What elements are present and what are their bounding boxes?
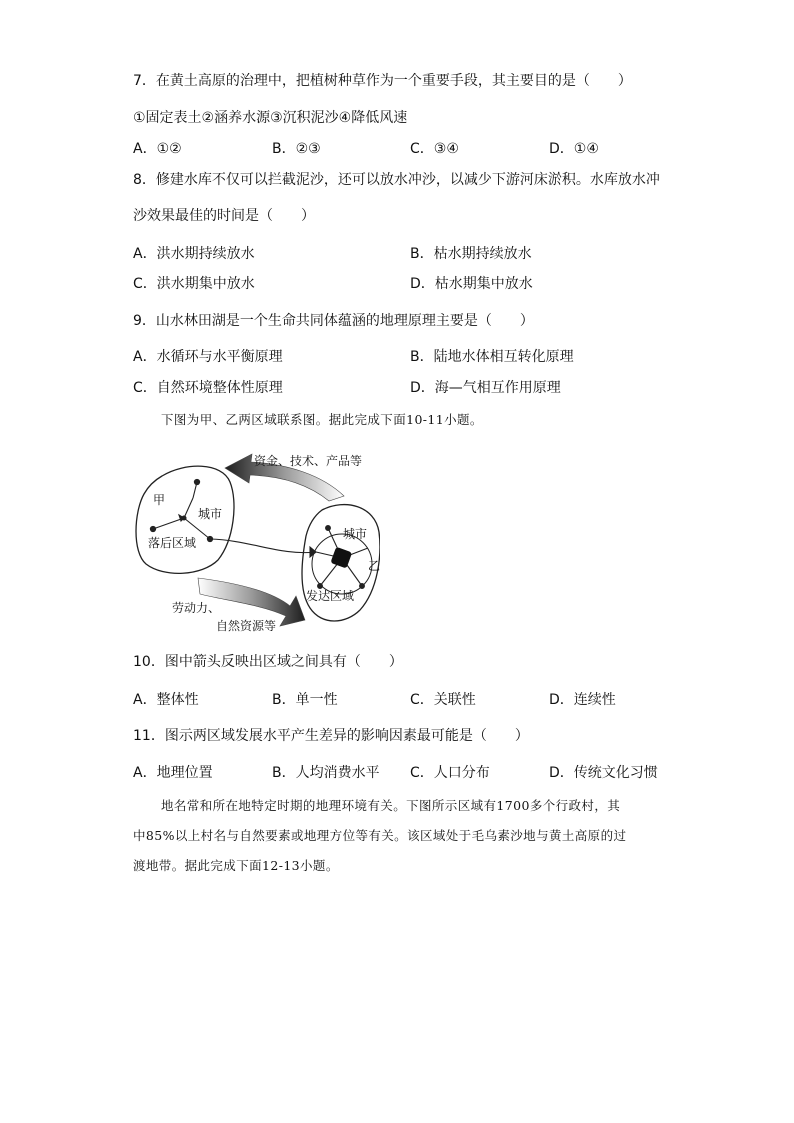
q9-option-d: D．海—气相互作用原理 <box>410 380 561 396</box>
q7-option-c: C．③④ <box>410 141 459 157</box>
region-a-name: 甲 <box>153 493 166 507</box>
intro-12-13-line2: 中85%以上村名与自然要素或地理方位等有关。该区域处于毛乌素沙地与黄土高原的过 <box>133 828 627 843</box>
q7-option-d: D．①④ <box>549 141 599 157</box>
q8-option-c: C．洪水期集中放水 <box>133 276 255 292</box>
q11-stem: 11．图示两区域发展水平产生差异的影响因素最可能是（ ） <box>133 728 529 744</box>
q7-stem: 7．在黄土高原的治理中，把植树种草作为一个重要手段，其主要目的是（ ） <box>133 73 632 89</box>
q8-option-b: B．枯水期持续放水 <box>410 246 532 262</box>
region-b-city: 城市 <box>343 527 368 541</box>
intro-12-13-line1: 地名常和所在地特定时期的地理环境有关。下图所示区域有1700多个行政村，其 <box>161 798 621 813</box>
top-arrow-label: 资金、技术、产品等 <box>254 454 363 468</box>
q10-option-b: B．单一性 <box>272 692 338 708</box>
q10-option-a: A．整体性 <box>133 692 199 708</box>
q11-option-d: D．传统文化习惯 <box>549 765 658 781</box>
intro-12-13-line3: 渡地带。据此完成下面12-13小题。 <box>133 858 339 873</box>
bottom-arrow-label-2: 自然资源等 <box>216 619 277 633</box>
q8-stem-line1: 8．修建水库不仅可以拦截泥沙，还可以放水冲沙，以减少下游河床淤积。水库放水冲 <box>133 172 660 188</box>
region-connection-diagram <box>130 440 380 640</box>
region-b-city-marker <box>330 547 352 569</box>
q8-option-a: A．洪水期持续放水 <box>133 246 255 262</box>
q11-option-c: C．人口分布 <box>410 765 490 781</box>
intro-10-11: 下图为甲、乙两区域联系图。据此完成下面10-11小题。 <box>161 412 483 427</box>
q10-option-c: C．关联性 <box>410 692 476 708</box>
region-a-type: 落后区域 <box>148 536 197 550</box>
q7-items: ①固定表土②涵养水源③沉积泥沙④降低风速 <box>133 110 408 126</box>
q10-stem: 10．图中箭头反映出区域之间具有（ ） <box>133 654 403 670</box>
q9-option-a: A．水循环与水平衡原理 <box>133 349 283 365</box>
q7-option-a: A．①② <box>133 141 182 157</box>
q11-option-b: B．人均消费水平 <box>272 765 380 781</box>
region-a-city: 城市 <box>198 507 223 521</box>
region-b-type: 发达区域 <box>306 589 355 603</box>
q9-stem: 9．山水林田湖是一个生命共同体蕴涵的地理原理主要是（ ） <box>133 313 534 329</box>
q9-option-c: C．自然环境整体性原理 <box>133 380 283 396</box>
q10-option-d: D．连续性 <box>549 692 616 708</box>
q11-option-a: A．地理位置 <box>133 765 213 781</box>
q9-option-b: B．陆地水体相互转化原理 <box>410 349 574 365</box>
region-b-name: 乙 <box>368 559 380 573</box>
q7-option-b: B．②③ <box>272 141 321 157</box>
bottom-arrow-label-1: 劳动力、 <box>172 601 221 615</box>
q8-stem-line2: 沙效果最佳的时间是（ ） <box>133 208 315 224</box>
q8-option-d: D．枯水期集中放水 <box>410 276 533 292</box>
